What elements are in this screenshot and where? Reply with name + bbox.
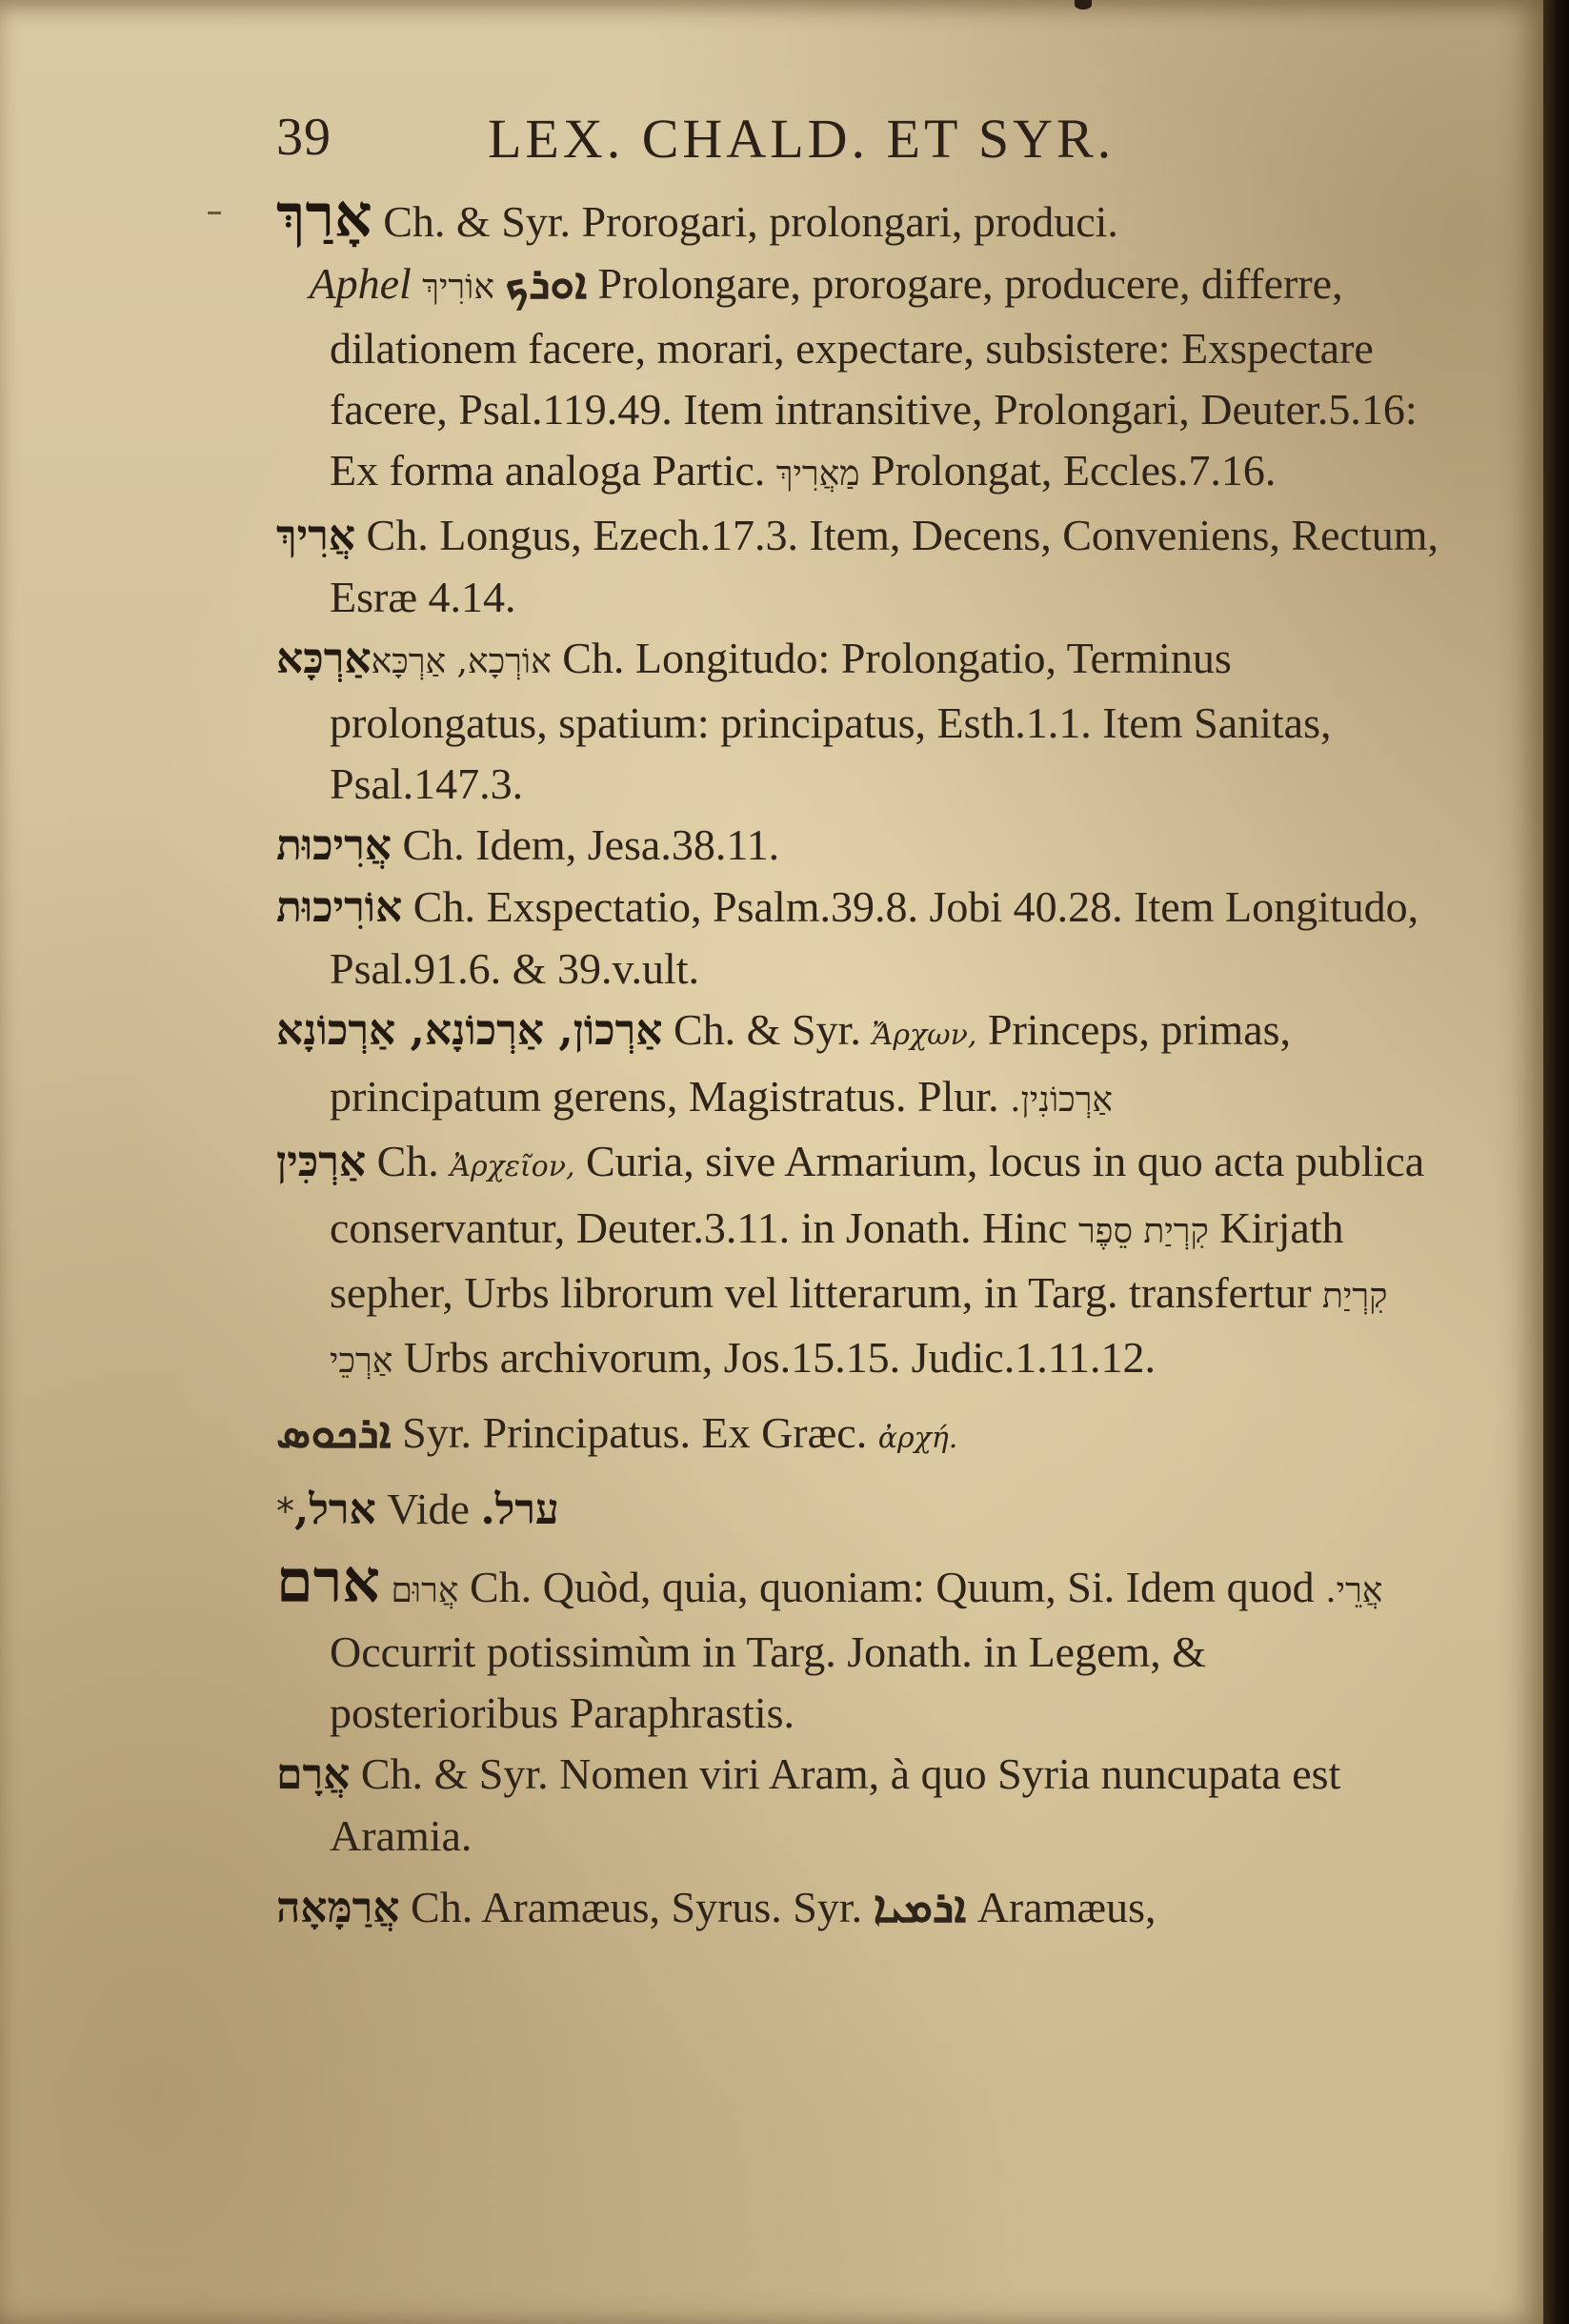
entry-text: Ch. & Syr. Nomen viri Aram, à quo Syria nuncupata est Aramia. — [330, 1749, 1341, 1860]
hebrew-form: אוֹרְכָא, אַרְכָּא — [371, 642, 552, 681]
entry-text: Ch. Aramæus, Syrus. Syr. — [411, 1883, 863, 1931]
headword: אֲרִיךְ — [276, 512, 356, 560]
page-top-mark — [1075, 0, 1092, 10]
hebrew-form-2: מַאֲרִיךְ — [775, 455, 860, 494]
entry-text-3: Urbs archivorum, Jos.15.15. Judic.1.11.12. — [403, 1333, 1156, 1382]
running-title: LEX. CHALD. ET SYR. — [488, 108, 1116, 170]
dictionary-text — [276, 181, 1438, 1939]
entry-aramaa — [276, 1876, 1438, 1939]
entry-text: Syr. Principatus. Ex Græc. — [402, 1408, 868, 1457]
asterisk: * — [276, 1490, 294, 1532]
entry-arichut — [276, 815, 1438, 877]
entry-arich — [276, 505, 1438, 628]
entry-arel — [276, 1479, 1438, 1542]
entry-text: Ch. Quòd, quia, quoniam: Quum, Si. Idem quod — [469, 1563, 1315, 1611]
margin-mark — [208, 212, 221, 214]
hebrew-form: אוֹרִיךְ — [422, 268, 494, 307]
entry-aphel — [276, 253, 1438, 505]
headword: אַרְכוֹן, אַרְכוֹנָא, אַרְכוֹנָא — [276, 1006, 663, 1055]
entry-text: Ch. Idem, Jesa.38.11. — [402, 820, 780, 869]
hebrew-form: אֲרוּם — [391, 1571, 459, 1610]
entry-text: Vide — [387, 1485, 470, 1533]
entry-text: Ch. Longus, Ezech.17.3. Item, Decens, Conveniens, Rectum, Esræ 4.14. — [330, 511, 1438, 621]
entry-text: Princeps, primas, principatum gerens, Magistratus. Plur. — [330, 1005, 1292, 1121]
entry-text: Prolongare, prorogare, producere, differre, dilationem facere, morari, expectare, subsistere: Exspectare facere, Psal.119.49. Item intransitive, Prolongari, Deuter.5.16: Ex forma analoga Partic. — [330, 259, 1418, 495]
hebrew-form-2: אַרְכוֹנִין. — [1010, 1081, 1114, 1120]
entry-text: Ch. Exspectatio, Psalm.39.8. Jobi 40.28. Item Longitudo, Psal.91.6. & 39.v.ult. — [330, 882, 1419, 993]
entry-text: Ch. Longitudo: Prolongatio, Terminus prolongatus, spatium: principatus, Esth.1.1. Item Sanitas, Psal.147.3. — [330, 634, 1332, 808]
page-number: 39 — [276, 108, 332, 167]
syriac-form: ܐܪܡܝܐ — [873, 1881, 967, 1932]
entry-text: Curia, sive Armarium, locus in quo acta publica conservantur, Deuter.3.11. in Jonath. Hinc — [330, 1137, 1425, 1252]
running-head — [276, 107, 1372, 183]
entry-text: Ch. & Syr. Prorogari, prolongari, produci. — [383, 197, 1118, 246]
entry-arach — [276, 181, 1438, 253]
hebrew-form-2: אֲרֵי. — [1325, 1571, 1383, 1610]
greek-form: ἀρχή. — [877, 1422, 958, 1455]
syriac-headword: ܐܪܟܘܣ — [276, 1406, 392, 1458]
syriac-form: ܐܘܪܟ — [505, 257, 588, 309]
book-edge — [1543, 0, 1569, 2324]
headword: אֲרִיכוּת — [276, 821, 392, 870]
hebrew-form-3: קִרְיַת אַרְכֵי — [330, 1277, 1388, 1381]
entry-label: Aphel — [309, 259, 412, 308]
entry-text-prefix: Ch. & Syr. — [674, 1005, 861, 1054]
entry-text-2: Aramæus, — [976, 1883, 1157, 1931]
headword: ארם — [276, 1546, 380, 1616]
entry-text-2: Occurrit potissimùm in Targ. Jonath. in Legem, & posterioribus Paraphrastis. — [330, 1627, 1207, 1737]
headword: אַרְכָּא — [276, 635, 372, 683]
entry-text-2: Prolongat, Eccles.7.16. — [871, 446, 1277, 495]
entry-aram — [276, 1744, 1438, 1867]
headword: אֲרָם — [276, 1750, 351, 1799]
headword: ארל, — [294, 1485, 376, 1534]
entry-orichut — [276, 877, 1438, 1000]
greek-form: Ἀρχεῖον, — [450, 1150, 575, 1183]
greek-form: Ἄρχων, — [872, 1019, 977, 1052]
headword: אֲרַמָּאָה — [276, 1884, 400, 1932]
headword: אָרַךְ — [276, 181, 372, 251]
entry-archon — [276, 1000, 1438, 1131]
hebrew-form-2: קִרְיַת סֵפֶר — [1077, 1212, 1209, 1251]
entry-text-2: Kirjath sepher, Urbs librorum vel litterarum, in Targ. transfertur — [330, 1203, 1344, 1317]
entry-arka — [276, 628, 1438, 815]
headword: אוֹרִיכוּת — [276, 883, 403, 932]
headword: אַרְכִּין — [276, 1138, 367, 1186]
entry-text-prefix: Ch. — [376, 1137, 439, 1185]
entry-syriac-principatus — [276, 1402, 1438, 1469]
entry-archin — [276, 1131, 1438, 1392]
hebrew-form-2: ערל. — [480, 1485, 559, 1534]
entry-arum — [276, 1546, 1438, 1744]
